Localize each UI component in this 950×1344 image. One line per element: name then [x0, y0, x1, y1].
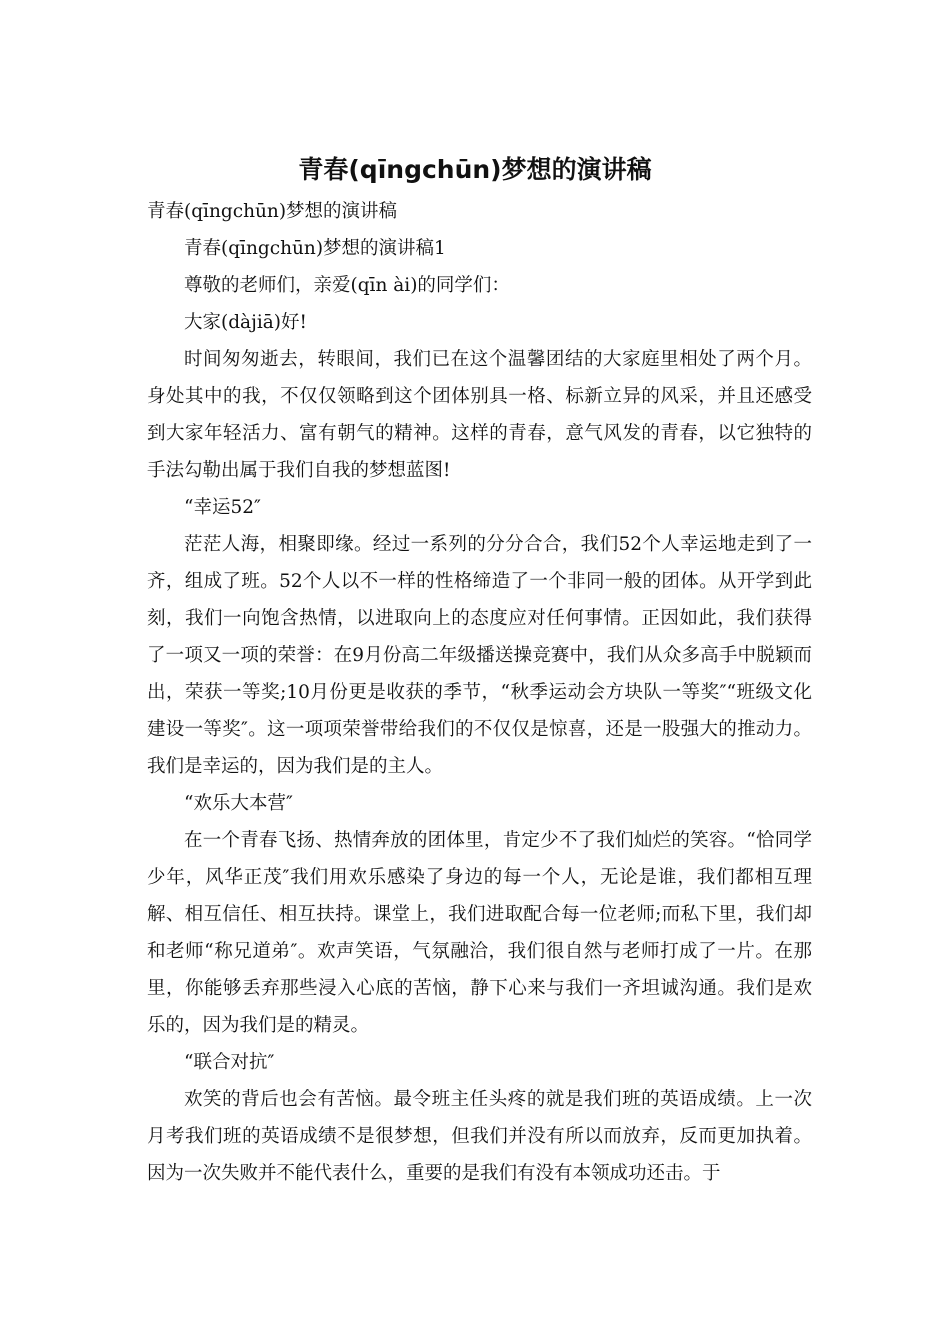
paragraph-lucky52: 茫茫人海，相聚即缘。经过一系列的分分合合，我们52个人幸运地走到了一齐，组成了班。52个人以不一样的性格缔造了一个非同一般的团体。从开学到此刻，我们一向饱含热情，以进取向上的态度应对任何事情。正因如此，我们获得了一项又一项的荣誉：在9月份高二年级播送操竞赛中，我们从众多高手中脱颖而出，荣获一等奖;10月份更是收获的季节，“秋季运动会方块队一等奖″“班级文化建设一等奖″。这一项项荣誉带给我们的不仅仅是惊喜，还是一股强大的推动力。我们是幸运的，因为我们是的主人。: [147, 534, 812, 777]
section-heading-joint-resistance: “联合对抗″: [184, 1052, 275, 1073]
paragraph-joint-resistance: 欢笑的背后也会有苦恼。最令班主任头疼的就是我们班的英语成绩。上一次月考我们班的英语成绩不是很梦想，但我们并没有所以而放弃，反而更加执着。因为一次失败并不能代表什么，重要的是我们有没有本领成功还击。于: [147, 1089, 812, 1184]
paragraph-subtitle: 青春(qīngchūn)梦想的演讲稿: [147, 201, 398, 222]
paragraph-speech-heading: 青春(qīngchūn)梦想的演讲稿1: [184, 238, 446, 259]
paragraph-salutation: 尊敬的老师们，亲爱(qīn ài)的同学们：: [184, 275, 510, 296]
paragraph-happy-camp: 在一个青春飞扬、热情奔放的团体里，肯定少不了我们灿烂的笑容。“恰同学少年，风华正茂″我们用欢乐感染了身边的每一个人，无论是谁，我们都相互理解、相互信任、相互扶持。课堂上，我们进取配合每一位老师;而私下里，我们却和老师“称兄道弟″。欢声笑语，气氛融洽，我们很自然与老师打成了一片。在那里，你能够丢弃那些浸入心底的苦恼，静下心来与我们一齐坦诚沟通。我们是欢乐的，因为我们是的精灵。: [147, 830, 812, 1036]
document-body: [147, 193, 812, 1192]
paragraph-intro: 时间匆匆逝去，转眼间，我们已在这个温馨团结的大家庭里相处了两个月。身处其中的我，不仅仅领略到这个团体别具一格、标新立异的风采，并且还感受到大家年轻活力、富有朝气的精神。这样的青春，意气风发的青春，以它独特的手法勾勒出属于我们自我的梦想蓝图!: [147, 349, 812, 481]
document-title: 青春(qīngchūn)梦想的演讲稿: [298, 155, 652, 184]
section-heading-happy-camp: “欢乐大本营″: [184, 793, 293, 814]
paragraph-greeting: 大家(dàjiā)好!: [184, 312, 307, 333]
section-heading-lucky52: “幸运52″: [184, 497, 261, 518]
